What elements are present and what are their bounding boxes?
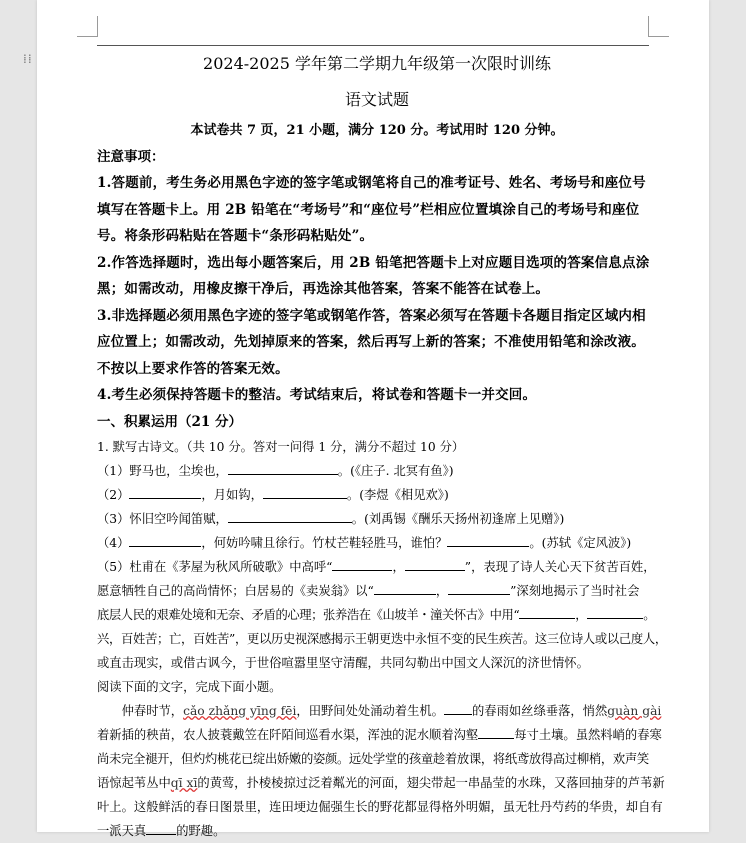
q1-item-5-line2 xyxy=(97,579,657,603)
answer-blank[interactable] xyxy=(448,582,510,595)
section1-heading: 一、积累运用（21 分） xyxy=(97,413,242,430)
passage-2b: 每寸土壤。虽然料峭的春寒 xyxy=(514,727,662,742)
exam-title: 2024-2025 学年第二学期九年级第一次限时训练 xyxy=(203,54,551,73)
passage-line-4 xyxy=(97,771,665,795)
table-move-handle-icon[interactable]: ⁞⁞ xyxy=(23,52,33,66)
q1-item-5 xyxy=(97,555,657,579)
answer-blank[interactable] xyxy=(405,558,465,571)
passage-1a: 仲春时节， xyxy=(121,703,184,718)
q1-item-5-line5: 或直击现实，或借古讽今，于世俗喧嚣里坚守清醒，共同勾勒出中国文人深沉的济世情怀。 xyxy=(97,655,589,670)
passage-4a: 语惊起苇丛中 xyxy=(97,775,171,790)
answer-blank[interactable] xyxy=(263,486,347,499)
notice-item-2: 2.作答选择题时，选出每小题答案后，用 2B 铅笔把答题卡上对应题目选项的答案信息点涂黑；如需改动，用橡皮擦干净后，再选涂其他答案，答案不能答在试卷上。 xyxy=(97,254,650,297)
q1-item-5-line3 xyxy=(97,603,657,627)
passage-line-1 xyxy=(97,699,662,723)
q1-2-text-a: （2） xyxy=(97,487,130,502)
passage-6a: 一派天真 xyxy=(97,823,147,838)
q1-5-line3-comma: ， xyxy=(575,607,588,622)
q1-1-text-b: 。(《庄子. 北冥有鱼》) xyxy=(337,463,454,478)
answer-blank[interactable] xyxy=(447,534,529,547)
pinyin-3: qī xī xyxy=(170,775,198,790)
answer-blank[interactable] xyxy=(332,558,392,571)
q1-item-4 xyxy=(97,531,657,555)
q1-2-text-b: ，月如钩， xyxy=(201,487,263,502)
passage-line-3: 尚未完全褪开，但灼灼桃花已绽出娇嫩的姿颜。远处学堂的孩童趁着放课，将纸鸢放得高过柳梢，欢声笑 xyxy=(97,751,649,766)
q1-5-line2-c: ”深刻地揭示了当时社会 xyxy=(510,583,640,598)
reading-intro: 阅读下面的文字，完成下面小题。 xyxy=(97,679,282,694)
answer-blank[interactable] xyxy=(374,582,436,595)
answer-blank[interactable] xyxy=(478,726,514,739)
answer-blank[interactable] xyxy=(444,702,472,715)
q1-5-line3-a: 底层人民的艰难处境和无奈、矛盾的心理；张养浩在《山坡羊・潼关怀古》中用“ xyxy=(97,607,520,622)
passage-1b: ，田野间处处涌动着生机。 xyxy=(296,703,444,718)
q1-5-line3-end: 。 xyxy=(643,607,656,622)
q1-3-text-b: 。(刘禹锡《酬乐天扬州初逢席上见赠》) xyxy=(351,511,565,526)
passage-6b: 的野趣。 xyxy=(176,823,226,838)
q1-4-text-c: 。(苏轼《定风波》) xyxy=(529,535,632,550)
q1-item-2 xyxy=(97,483,657,507)
q1-5-line2-comma: ， xyxy=(435,583,449,598)
document-body[interactable] xyxy=(97,50,667,843)
passage-line-2 xyxy=(97,723,662,747)
notice-item-4: 4.考生必须保持答题卡的整洁。考试结束后，将试卷和答题卡一并交回。 xyxy=(97,387,537,403)
q1-2-text-c: 。(李煜《相见欢》) xyxy=(346,487,449,502)
exam-subject: 语文试题 xyxy=(344,90,409,109)
answer-blank[interactable] xyxy=(228,462,338,475)
q1-item-3 xyxy=(97,507,657,531)
q1-4-text-b: ，何妨吟啸且徐行。竹杖芒鞋轻胜马，谁怕？ xyxy=(201,535,448,550)
q1-5-line2-a: 愿意牺牲自己的高尚情怀；白居易的《卖炭翁》以“ xyxy=(97,583,374,598)
notice-item-3: 3.非选择题必须用黑色字迹的签字笔或钢笔作答，答案必须写在答题卡各题目指定区域内相应位置上；如需改动，先划掉原来的答案，然后再写上新的答案；不准使用铅笔和涂改液。不按以上要求作答的答案无效。 xyxy=(97,307,646,377)
passage-line-5: 叶上。这般鲜活的春日图景里，连田埂边倔强生长的野花都显得格外明媚，虽无牡丹芍药的华贵，却自有 xyxy=(97,799,663,814)
q1-intro: 1. 默写古诗文。（共 10 分。答对一问得 1 分，满分不超过 10 分） xyxy=(97,439,465,454)
answer-blank[interactable] xyxy=(129,486,201,499)
q1-5-text-c: ”，表现了诗人关心天下贫苦百姓， xyxy=(464,559,656,574)
exam-summary: 本试卷共 7 页，21 小题，满分 120 分。考试用时 120 分钟。 xyxy=(190,123,564,138)
notice-item-1: 1.答题前，考生务必用黑色字迹的签字笔或钢笔将自己的准考证号、姓名、考场号和座位号填写在答题卡上。用 2B 铅笔在“考场号”和“座位号”栏相应位置填涂自己的考场号和座位号。将条形码粘贴在答题卡“条形码粘贴处”。 xyxy=(97,175,646,244)
passage-line-6 xyxy=(97,819,657,843)
q1-4-text-a: （4） xyxy=(97,535,130,550)
q1-5-comma: ， xyxy=(392,559,405,574)
pinyin-1: cǎo zhǎng yīng fēi xyxy=(183,703,297,718)
q1-item-1 xyxy=(97,459,657,483)
q1-item-5-line4: 兴，百姓苦；亡，百姓苦”，更以历史视深感揭示王朝更迭中永恒不变的民生疾苦。这三位诗人或以己度人， xyxy=(97,631,667,646)
answer-blank[interactable] xyxy=(146,822,176,835)
answer-blank[interactable] xyxy=(519,606,575,619)
notices-heading: 注意事项： xyxy=(97,149,165,165)
q1-1-text-a: （1）野马也，尘埃也， xyxy=(97,463,228,478)
page-content-layer xyxy=(37,0,709,838)
passage-4b: 的黄莺，扑棱棱掠过泛着粼光的河面，翅尖带起一串晶莹的水珠，又落回抽芽的芦苇新 xyxy=(197,775,665,790)
answer-blank[interactable] xyxy=(587,606,643,619)
answer-blank[interactable] xyxy=(129,534,201,547)
passage-2: 着新插的秧苗，农人披蓑戴笠在阡陌间巡看水渠，浑浊的泥水顺着沟壑 xyxy=(97,727,479,742)
pinyin-2: guàn gài xyxy=(607,703,662,718)
q1-3-text-a: （3）怀旧空吟闻笛赋， xyxy=(97,511,228,526)
q1-5-text-a: （5）杜甫在《茅屋为秋风所破歌》中高呼“ xyxy=(97,559,333,574)
answer-blank[interactable] xyxy=(228,510,352,523)
passage-1c: 的春雨如丝绦垂落，悄然 xyxy=(471,703,608,718)
